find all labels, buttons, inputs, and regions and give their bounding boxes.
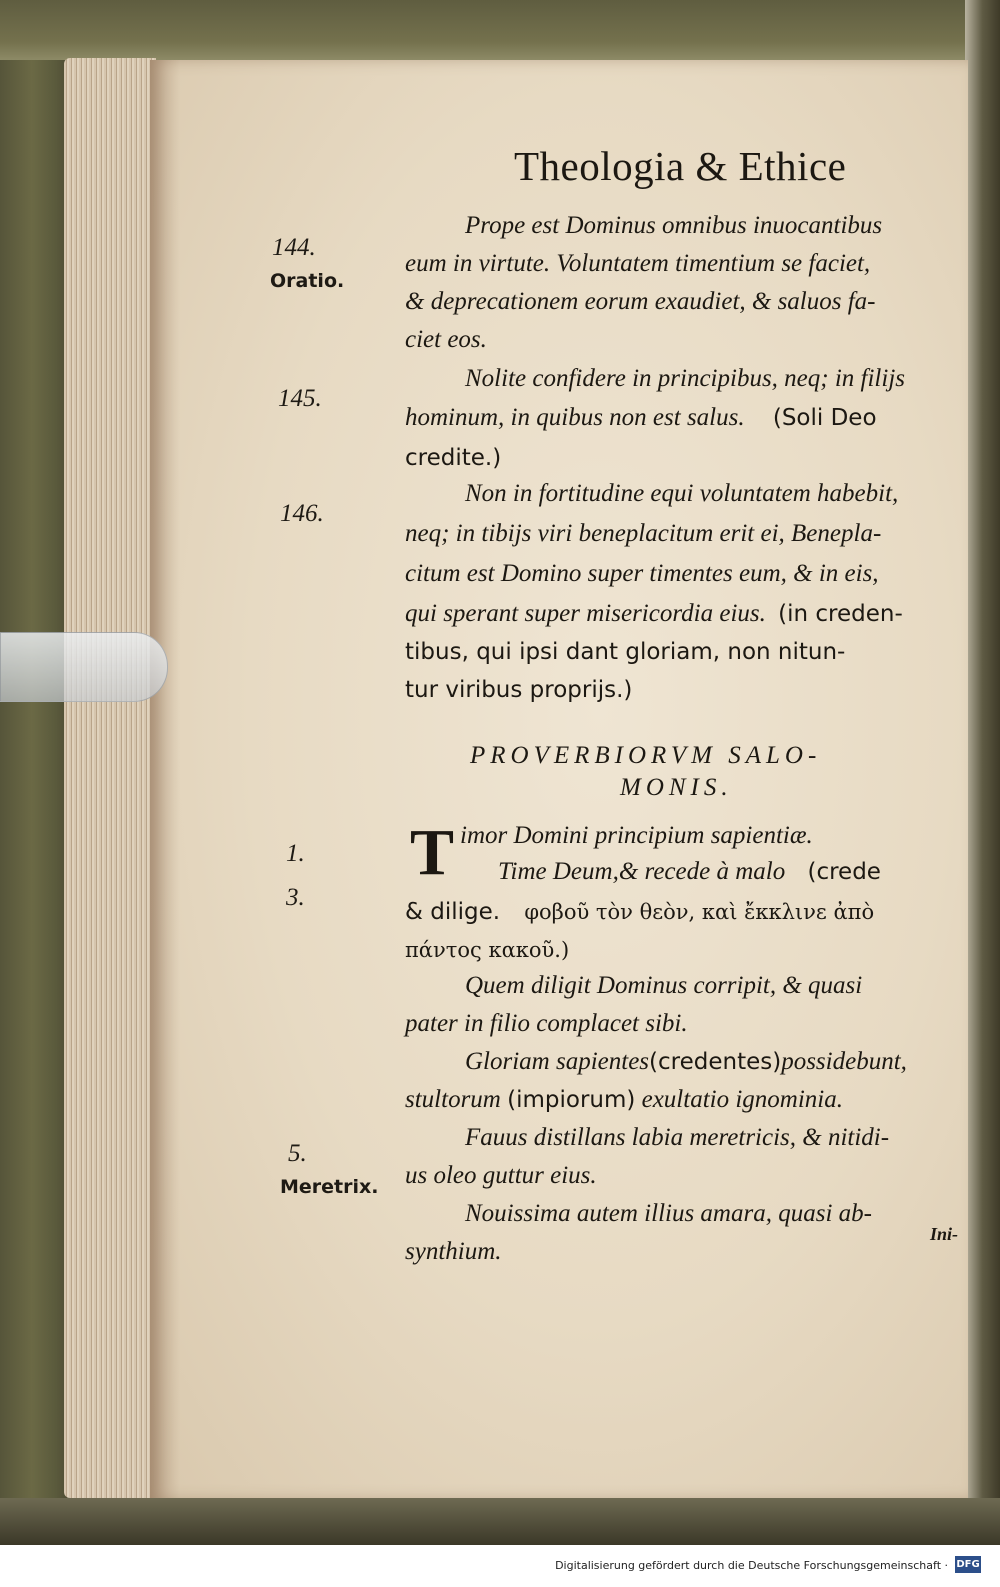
running-header: Theologia & Ethice <box>514 143 847 189</box>
book-cover-right <box>965 0 1000 1545</box>
text-span: qui sperant super misericordia eius. <box>405 600 766 627</box>
text-line: & deprecationem eorum exaudiet, & saluos fa- <box>405 288 876 315</box>
text-line: us oleo guttur eius. <box>405 1162 597 1189</box>
text-span-roman: tur viribus proprijs.) <box>405 677 633 703</box>
book-cover-top <box>0 0 1000 60</box>
text-line <box>405 600 903 628</box>
text-line: pater in filio complacet sibi. <box>405 1010 688 1037</box>
text-span-roman: (in creden- <box>778 601 903 627</box>
text-line: Nouissima autem illius amara, quasi ab- <box>465 1200 872 1227</box>
text-span-roman: & dilige. <box>405 899 501 925</box>
bookmark-clip <box>0 632 168 702</box>
text-span-roman: credite.) <box>405 445 502 471</box>
section-heading: MONIS. <box>620 774 733 801</box>
text-span-roman: tibus, qui ipsi dant gloriam, non nitun- <box>405 639 846 665</box>
text-line: Nolite confidere in principibus, neq; in filijs <box>465 365 906 392</box>
text-span: exultatio ignominia. <box>641 1086 843 1113</box>
margin-note-oratio: Oratio. <box>270 270 345 292</box>
section-heading: PROVERBIORVM SALO- <box>470 742 822 769</box>
text-line: Quem diligit Dominus corripit, & quasi <box>465 972 863 999</box>
text-line <box>405 404 877 432</box>
margin-number-146: 146. <box>280 500 324 527</box>
text-line <box>405 1086 843 1114</box>
text-line: synthium. <box>405 1238 502 1265</box>
text-line <box>498 858 881 886</box>
text-line: Prope est Dominus omnibus inuocantibus <box>465 212 883 239</box>
text-line: eum in virtute. Voluntatem timentium se faciet, <box>405 250 871 277</box>
text-span: Gloriam sapientes <box>465 1048 650 1075</box>
text-line <box>405 444 501 472</box>
catchword: Ini- <box>930 1224 959 1244</box>
text-line: Non in fortitudine equi voluntatem habebit, <box>465 480 899 507</box>
text-line: Fauus distillans labia meretricis, & nitidi- <box>465 1124 890 1151</box>
book-bottom <box>0 1498 1000 1545</box>
text-span-greek: πάντος κακοῦ.) <box>405 938 570 962</box>
dfg-logo-icon: DFG <box>955 1556 981 1573</box>
margin-number-144: 144. <box>272 234 316 261</box>
text-span: hominum, in quibus non est salus. <box>405 404 745 431</box>
text-span: stultorum <box>405 1086 501 1113</box>
margin-note-meretrix: Meretrix. <box>280 1176 379 1198</box>
text-line <box>405 936 569 964</box>
margin-number-5: 5. <box>288 1140 307 1167</box>
text-line: citum est Domino super timentes eum, & in eis, <box>405 560 879 587</box>
margin-number-1: 1. <box>286 840 305 867</box>
drop-cap: T <box>410 816 455 889</box>
text-span-roman: (impiorum) <box>507 1087 636 1113</box>
footer-credit: Digitalisierung gefördert durch die Deutsche Forschungsgemeinschaft · <box>555 1559 948 1572</box>
text-line: neq; in tibijs viri beneplacitum erit ei, Benepla- <box>405 520 882 547</box>
margin-number-145: 145. <box>278 385 322 412</box>
text-line <box>405 676 632 704</box>
text-line <box>465 1048 907 1076</box>
text-line <box>405 898 874 926</box>
text-span: Time Deum,& recede à malo <box>498 858 786 885</box>
text-span: possidebunt, <box>781 1048 907 1075</box>
margin-number-3: 3. <box>286 884 305 911</box>
page-edges <box>64 58 156 1498</box>
text-span-greek: φοβοῦ τὸν θεὸν, καὶ ἔκκλινε ἀπὸ <box>524 900 875 924</box>
text-line: imor Domini principium sapientiæ. <box>460 822 813 849</box>
text-line: ciet eos. <box>405 326 487 353</box>
text-span-roman: (crede <box>807 859 881 885</box>
page-gutter-shadow <box>150 60 180 1500</box>
text-line <box>405 638 845 666</box>
text-span-roman: (Soli Deo <box>772 405 877 431</box>
text-span-roman: (credentes) <box>649 1049 782 1075</box>
